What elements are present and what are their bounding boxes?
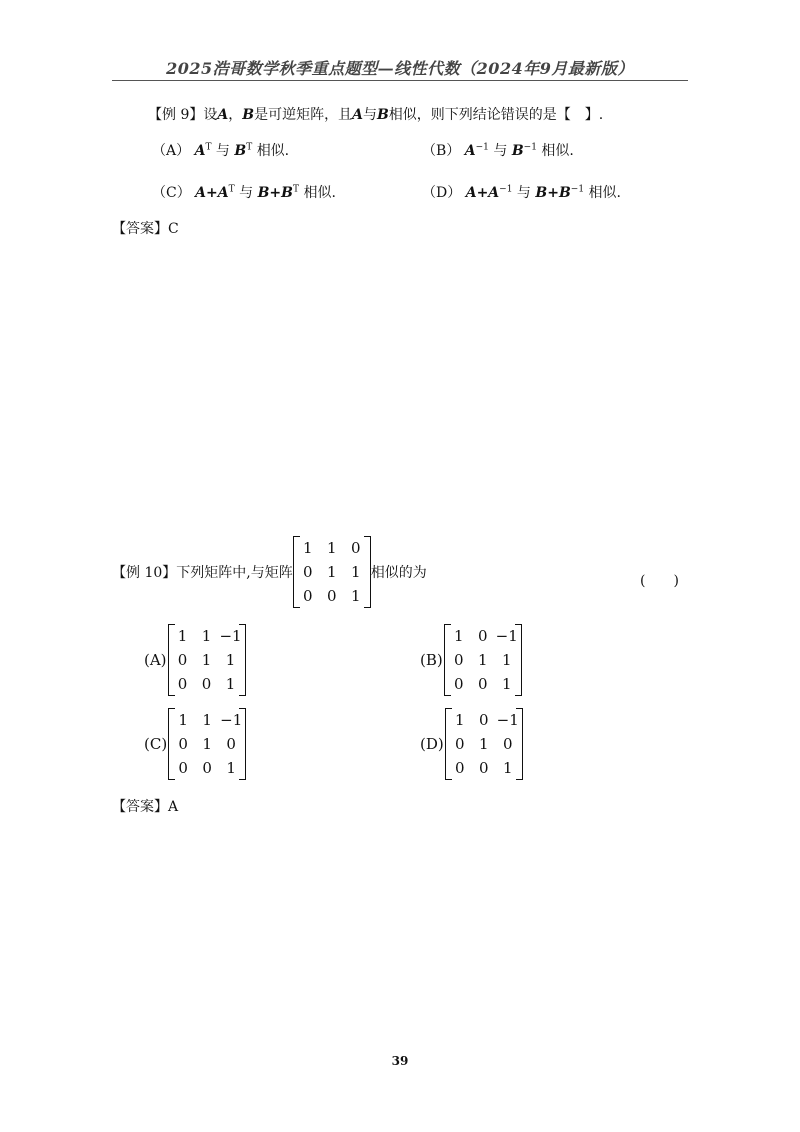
matrix-cell: 0	[226, 735, 236, 753]
matrix-cell: 0	[453, 651, 464, 669]
example-10-stem	[112, 536, 427, 608]
matrix-cell: 0	[477, 627, 488, 645]
matrix-b-symbol: B	[511, 143, 524, 159]
matrix-body	[168, 624, 246, 696]
matrix-cell: 0	[326, 587, 337, 605]
matrix-cell: 1	[201, 627, 212, 645]
matrix-cell: 1	[350, 563, 361, 581]
superscript: −1	[499, 184, 513, 195]
answer-label: 【答案】	[112, 221, 168, 237]
matrix-cell: 0	[478, 759, 489, 777]
matrix-cell: 1	[350, 587, 361, 605]
matrix-b-symbol: B	[376, 107, 389, 123]
matrix-cell: 0	[502, 735, 513, 753]
matrix-cell: 1	[502, 759, 513, 777]
matrix-body	[168, 708, 246, 780]
option-matrix	[168, 708, 246, 780]
example-10-answer	[112, 796, 178, 816]
option-text: 与	[493, 143, 508, 159]
answer-label: 【答案】	[112, 799, 168, 815]
superscript: T	[246, 142, 253, 153]
matrix-cell: 0	[202, 759, 212, 777]
example-9-label: 【例 9】	[148, 107, 204, 123]
example-9-option-d	[422, 182, 621, 202]
example-9-stem	[148, 104, 603, 124]
matrix-cell: 1	[202, 735, 212, 753]
matrix-a-symbol: A	[488, 185, 500, 201]
matrix-cell: 1	[201, 651, 212, 669]
option-text: 相似.	[588, 185, 621, 201]
stem-text: 是可逆矩阵，且	[254, 107, 353, 123]
example-9-option-a	[152, 140, 289, 160]
matrix-body	[293, 536, 371, 608]
matrix-cell: 0	[478, 711, 489, 729]
matrix-a-symbol: A	[217, 107, 229, 123]
option-text: 与	[516, 185, 531, 201]
matrix-b-symbol: B	[242, 107, 255, 123]
stem-text: 与	[362, 107, 377, 123]
option-label: (B)	[420, 651, 443, 669]
matrix-cell: −1	[496, 711, 519, 729]
superscript: T	[205, 142, 212, 153]
page-header-title: 2025浩哥数学秋季重点题型—线性代数（2024年9月最新版）	[166, 59, 634, 78]
option-label: （D）	[422, 185, 462, 201]
matrix-cell: 1	[225, 651, 236, 669]
option-text: 相似.	[256, 143, 290, 159]
option-label: (A)	[144, 651, 167, 669]
matrix-cell: −1	[220, 711, 243, 729]
matrix-b-symbol: B	[558, 185, 571, 201]
answer-value: A	[168, 799, 179, 815]
plus-sign: +	[476, 185, 489, 201]
matrix-a-symbol: A	[194, 143, 206, 159]
example-9-option-c	[152, 182, 336, 202]
stem-text: 相似的为	[370, 565, 427, 581]
matrix-cell: 0	[302, 587, 313, 605]
matrix-a-symbol: A	[464, 143, 476, 159]
superscript: T	[228, 184, 235, 195]
matrix-cell: 1	[326, 563, 337, 581]
matrix-body	[444, 624, 522, 696]
option-matrix	[444, 624, 522, 696]
matrix-cell: 0	[177, 651, 188, 669]
example-10-option-d	[420, 708, 523, 780]
matrix-b-symbol: B	[281, 185, 293, 201]
matrix-body	[445, 708, 523, 780]
superscript: −1	[570, 184, 585, 195]
header-rule	[112, 80, 688, 81]
example-10-option-b	[420, 624, 522, 696]
option-label: （C）	[152, 185, 191, 201]
stem-text: 设	[203, 107, 218, 123]
option-label: （A）	[152, 143, 191, 159]
matrix-cell: 0	[302, 563, 313, 581]
matrix-a-symbol: A	[217, 185, 229, 201]
option-label: (D)	[420, 735, 444, 753]
matrix-cell: 1	[202, 711, 212, 729]
matrix-cell: 1	[302, 539, 313, 557]
matrix-cell: 1	[477, 651, 488, 669]
matrix-cell: 1	[226, 759, 236, 777]
answer-parentheses: ( )	[640, 573, 679, 589]
matrix-cell: 1	[501, 651, 512, 669]
example-10-option-a	[144, 624, 246, 696]
matrix-cell: 0	[177, 675, 188, 693]
matrix-cell: 0	[178, 759, 188, 777]
example-10-option-c	[144, 708, 246, 780]
page-number: 39	[391, 1054, 409, 1068]
option-matrix	[168, 624, 246, 696]
option-matrix	[445, 708, 523, 780]
matrix-cell: −1	[219, 627, 242, 645]
matrix-b-symbol: B	[234, 143, 247, 159]
matrix-b-symbol: B	[535, 185, 548, 201]
comma: ，	[228, 107, 243, 123]
stem-text: 相似，则下列结论错误的是【 】.	[388, 107, 604, 123]
matrix-cell: 1	[178, 711, 188, 729]
matrix-cell: 0	[178, 735, 188, 753]
matrix-cell: 0	[453, 675, 464, 693]
superscript: −1	[523, 142, 537, 153]
option-text: 相似.	[303, 185, 336, 201]
matrix-a-symbol: A	[352, 107, 363, 123]
option-text: 相似.	[541, 143, 574, 159]
option-label: (C)	[144, 735, 168, 753]
plus-sign: +	[547, 185, 559, 201]
stem-text: 下列矩阵中,与矩阵	[176, 565, 293, 581]
answer-value: C	[168, 221, 179, 237]
plus-sign: +	[206, 185, 218, 201]
example-10-label: 【例 10】	[112, 565, 177, 581]
target-matrix	[293, 536, 371, 608]
matrix-cell: 0	[477, 675, 488, 693]
superscript: −1	[475, 142, 489, 153]
plus-sign: +	[269, 185, 282, 201]
example-9-answer	[112, 218, 179, 238]
matrix-b-symbol: B	[257, 185, 270, 201]
matrix-a-symbol: A	[195, 185, 207, 201]
option-label: （B）	[422, 143, 461, 159]
matrix-cell: 0	[454, 759, 465, 777]
matrix-cell: 0	[201, 675, 212, 693]
matrix-cell: 1	[453, 627, 464, 645]
option-text: 与	[215, 143, 230, 159]
matrix-cell: 1	[501, 675, 512, 693]
matrix-cell: 1	[478, 735, 489, 753]
matrix-cell: 1	[225, 675, 236, 693]
matrix-cell: 1	[326, 539, 337, 557]
matrix-cell: 0	[454, 735, 465, 753]
matrix-a-symbol: A	[465, 185, 477, 201]
example-9-option-b	[422, 140, 574, 160]
matrix-cell: 1	[177, 627, 188, 645]
matrix-cell: −1	[495, 627, 518, 645]
option-text: 与	[239, 185, 254, 201]
superscript: T	[293, 184, 300, 195]
matrix-cell: 0	[350, 539, 361, 557]
matrix-cell: 1	[454, 711, 465, 729]
